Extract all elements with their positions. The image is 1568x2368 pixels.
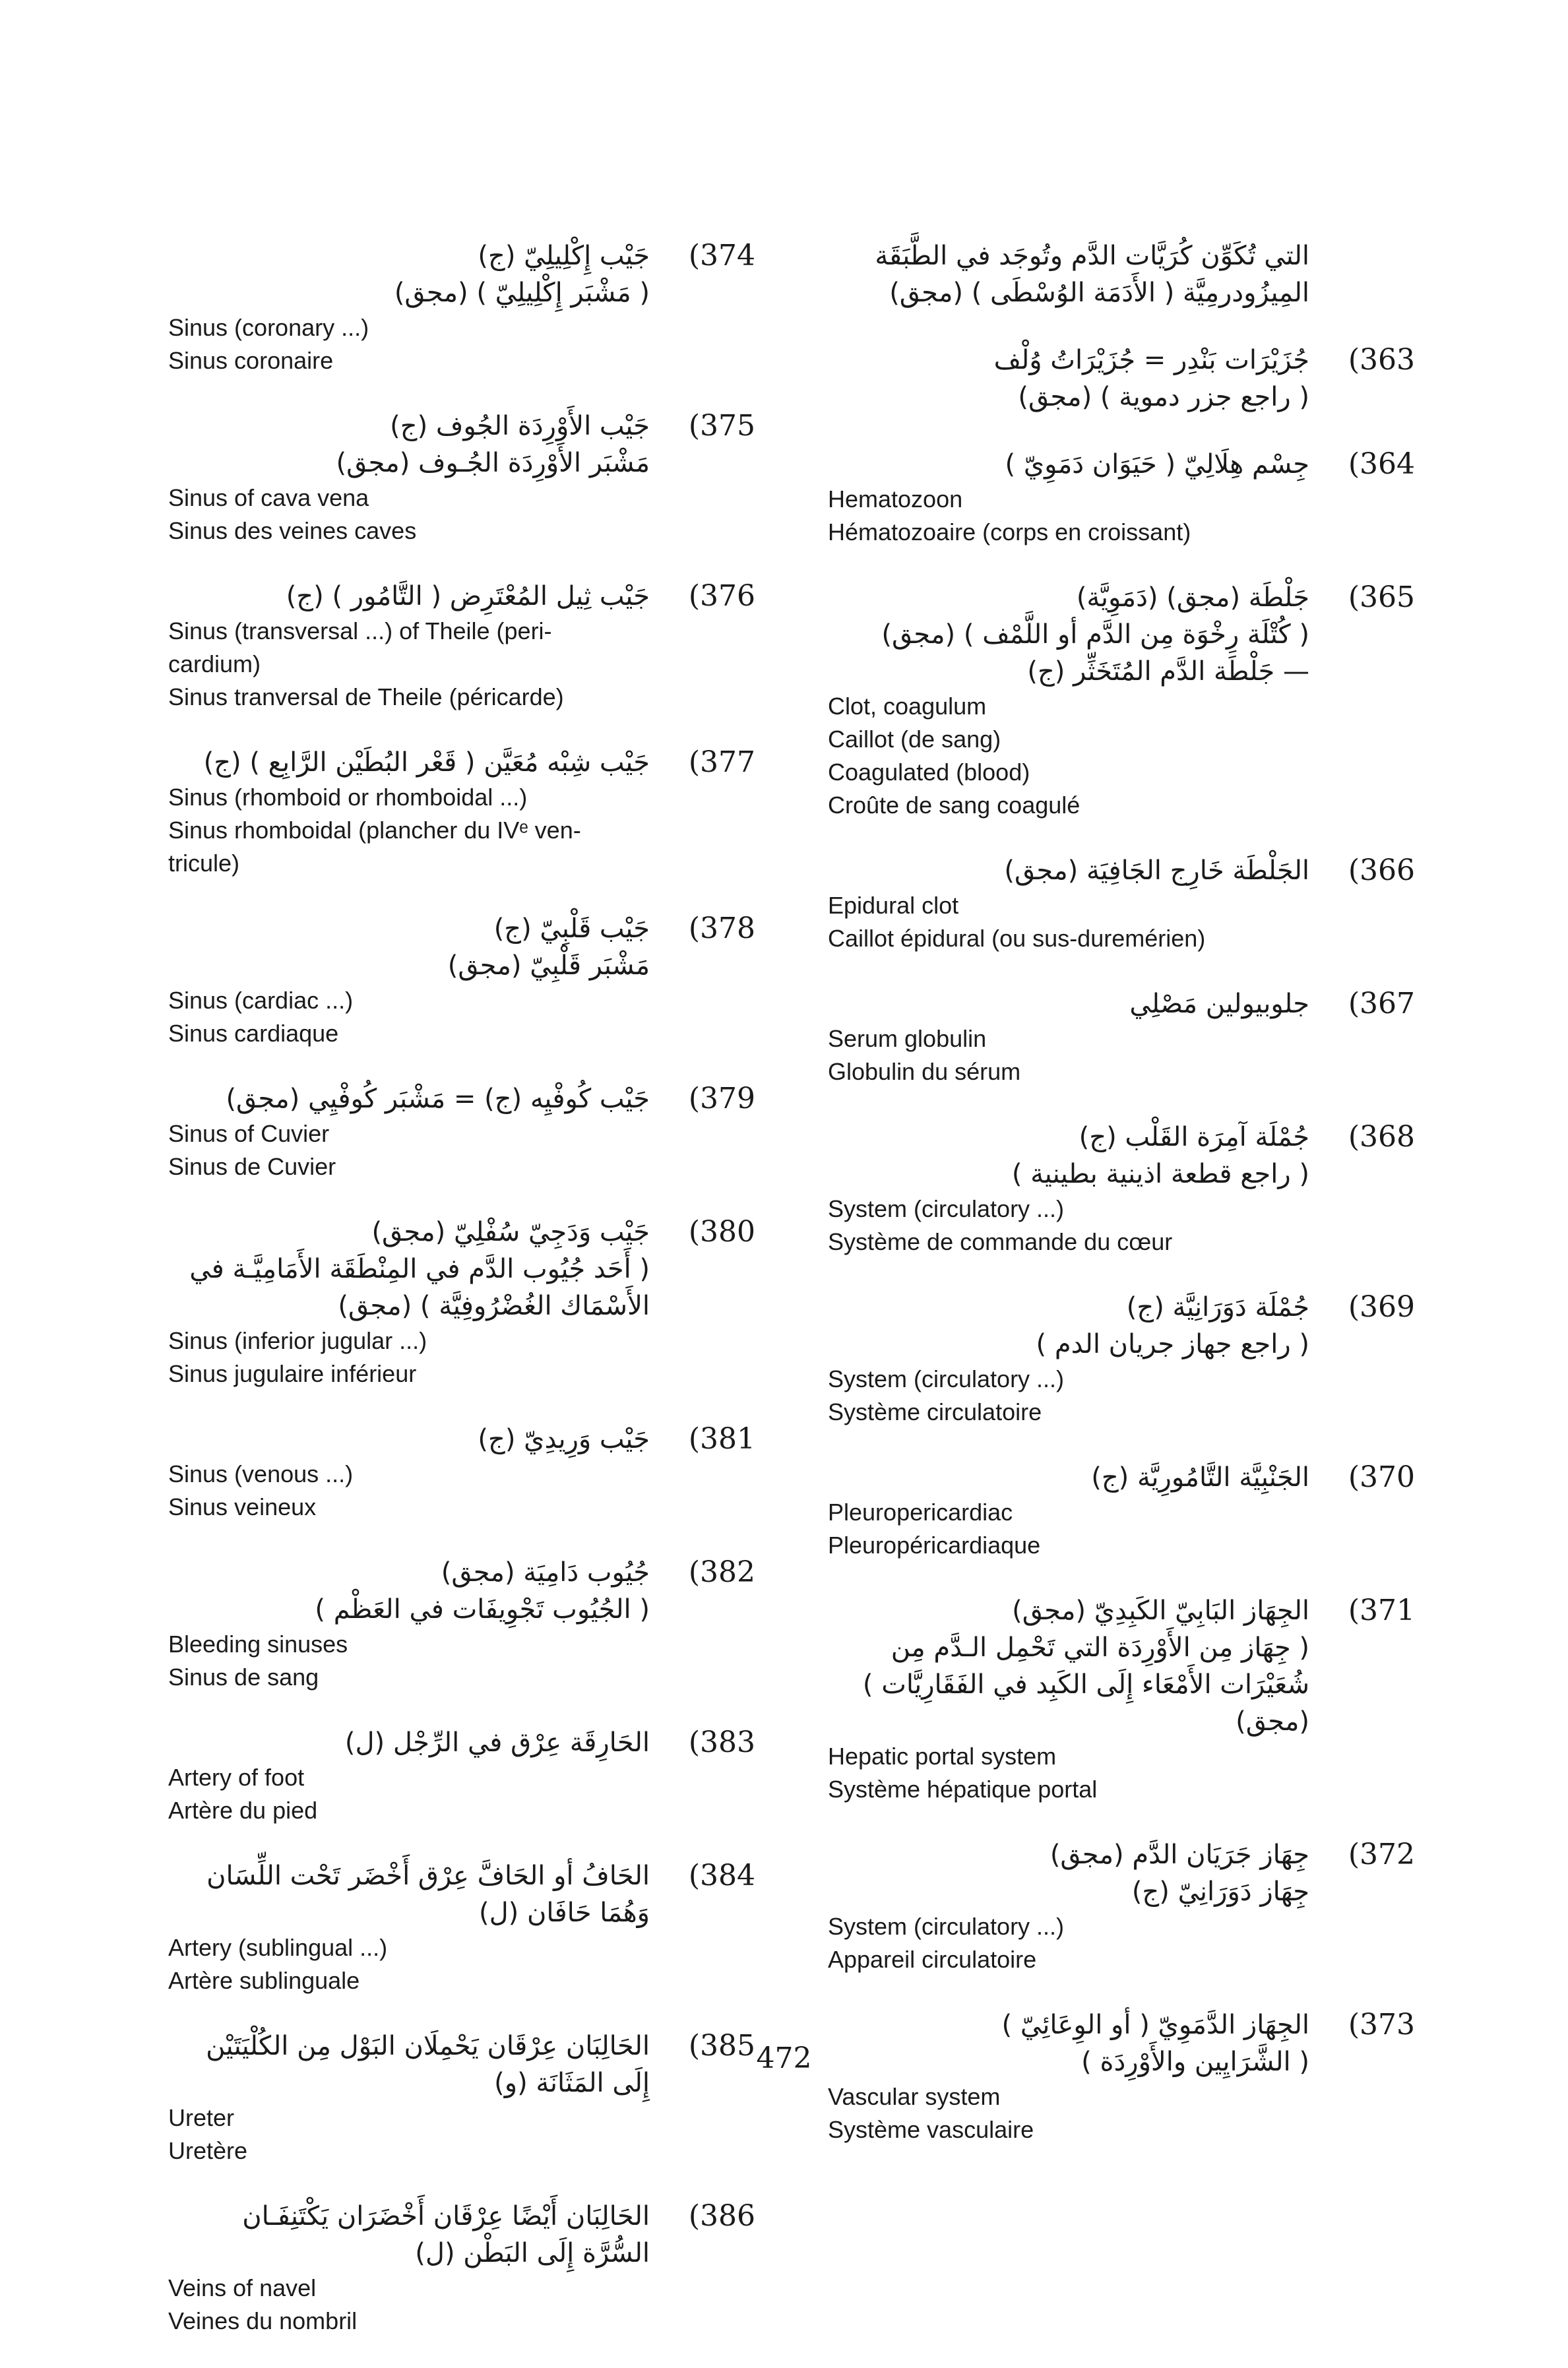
dictionary-entry [168,1421,755,1524]
translation-line: Sinus veineux [168,1493,317,1520]
entry-number: (385 [688,2029,755,2063]
dictionary-entry [168,1857,755,1997]
translation-line: Ureter [168,2104,235,2131]
arabic-term: شُعَيْرَات الأَمْعَاء إِلَى الكَبِد في الفَقَارِيَّات ) [862,1669,1309,1700]
translation-line: tricule) [168,850,240,877]
translation-line: Caillot épidural (ou sus-duremérien) [828,925,1206,952]
arabic-term: الحَالِبَان أَيْضًا عِرْقَان أَخْضَرَان يَكْتَنِفَـان [242,2201,650,2231]
arabic-term: ( أَحَد جُيُوب الدَّم في المِنْطَقَة الأَمَامِيَّـة في [189,1254,650,1284]
translation-line: Veins of navel [168,2274,317,2301]
dictionary-entry [168,1080,755,1183]
translation-line: Sinus (rhomboid or rhomboidal ...) [168,784,528,811]
dictionary-entry [828,342,1415,416]
translation-line: System (circulatory ...) [828,1195,1065,1222]
entry-number: (384 [688,1859,755,1892]
arabic-term: وَهُمَا حَافَان (ل) [478,1898,650,1928]
dictionary-entry [168,237,755,377]
arabic-term: جِهَاز جَرَيَان الدَّم (مجق) [1050,1840,1309,1870]
translation-line: Epidural clot [828,892,959,919]
arabic-term: جَيْب كُوفْيِه (ج) = مَشْبَر كُوفْيِي (مجق) [226,1084,650,1114]
arabic-term: ( راجع جهاز جريان الدم ) [1036,1329,1309,1359]
arabic-term: الجَنْبِيَّة التَّامُورِيَّة (ج) [1091,1462,1309,1493]
entry-number: (380 [688,1215,755,1249]
translation-line: System (circulatory ...) [828,1913,1065,1940]
translation-line: Hematozoon [828,485,963,513]
arabic-term: جِسْم هِلَالِيّ ( حَيَوَان دَمَوِيّ ) [1005,449,1309,480]
dictionary-entry [168,910,755,1050]
right-column [828,237,1415,2177]
dictionary-entry [828,1119,1415,1259]
entry-number: (364 [1348,447,1415,481]
dictionary-entry [168,2198,755,2338]
entry-number: (363 [1348,343,1415,377]
arabic-term: جُمْلَة آمِرَة القَلْب (ج) [1079,1122,1309,1152]
arabic-term: السُّرَّة إِلَى البَطْن (ل) [415,2238,650,2268]
translation-line: Veines du nombril [168,2307,358,2334]
dictionary-entry [828,852,1415,955]
translation-line: Vascular system [828,2083,1001,2110]
entry-number: (381 [688,1422,755,1456]
translation-line: Caillot (de sang) [828,726,1001,753]
translation-line: Sinus jugulaire inférieur [168,1360,417,1387]
arabic-term: جُزَيْرَات بَنْدِر = جُزَيْرَاتُ وُلْف [993,345,1309,375]
translation-line: Clot, coagulum [828,693,987,720]
translation-line: cardium) [168,650,261,677]
translation-line: Artery of foot [168,1764,305,1791]
arabic-term: الحَارِقَة عِرْق في الرِّجْل (ل) [344,1728,650,1758]
entry-number: (377 [688,745,755,779]
translation-line: Sinus of Cuvier [168,1120,330,1147]
translation-line: Globulin du sérum [828,1058,1021,1085]
dictionary-entry [828,1836,1415,1976]
translation-line: Hepatic portal system [828,1743,1057,1770]
arabic-term: ( مَشْبَر إِكْلِيلِيّ ) (مجق) [394,278,650,308]
translation-line: Sinus (cardiac ...) [168,987,354,1014]
entry-number: (382 [688,1555,755,1589]
translation-line: Système circulatoire [828,1398,1042,1425]
dictionary-entry [168,1724,755,1827]
translation-line: Sinus (coronary ...) [168,314,369,341]
dictionary-entry [828,1459,1415,1562]
arabic-term: جَيْب إِكْلِيلِيّ (ج) [478,241,650,271]
entry-number: (369 [1348,1290,1415,1324]
arabic-term: الجَلْطَة خَارِج الجَافِيَة (مجق) [1004,856,1309,886]
translation-line: Croûte de sang coagulé [828,792,1081,819]
dictionary-entry [168,1214,755,1390]
translation-line: Système hépatique portal [828,1776,1098,1803]
entry-number: (366 [1348,854,1415,887]
arabic-term: جَيْب ثِيل المُعْتَرِض ( التَّامُور ) (ج) [286,581,650,611]
arabic-term: جَيْب وَرِيدِيّ (ج) [478,1424,650,1454]
arabic-term: ( الشَّرَايِين والأَوْرِدَة ) [1081,2047,1309,2077]
translation-line: Coagulated (blood) [828,759,1030,786]
translation-line: Sinus des veines caves [168,517,417,544]
arabic-term: جَيْب شِبْه مُعَيَّن ( قَعْر البُطَيْن الرَّابِع ) (ج) [203,747,650,778]
translation-line: Hématozoaire (corps en croissant) [828,518,1191,545]
dictionary-entry [828,579,1415,822]
arabic-term: مَشْبَر قَلْبِيّ (مجق) [447,950,650,981]
translation-line: System (circulatory ...) [828,1365,1065,1392]
translation-line: Sinus rhomboidal (plancher du IVᵉ ven- [168,817,581,844]
arabic-term: الجِهَاز البَابِيّ الكَبِدِيّ (مجق) [1012,1596,1309,1626]
entry-number: (376 [688,579,755,613]
arabic-term: التي تُكَوِّن كُرَيَّات الدَّم وتُوجَد في الطَّبَقَة [875,241,1309,271]
translation-line: Sinus (transversal ...) of Theile (peri- [168,617,552,644]
entry-number: (368 [1348,1120,1415,1154]
translation-line: Sinus cardiaque [168,1020,339,1047]
arabic-term: جَيْب قَلْبِيّ (ج) [493,914,650,944]
translation-line: Sinus coronaire [168,347,334,374]
dictionary-entry [168,408,755,547]
arabic-term: — جَلْطَة الدَّم المُتَخَثِّر (ج) [1027,656,1309,687]
arabic-term: جَيْب وَدَجِيّ سُفْلِيّ (مجق) [371,1217,650,1247]
translation-line: Sinus tranversal de Theile (péricarde) [168,683,564,710]
arabic-term: الحَافُ أو الحَافَّ عِرْق أَخْضَر تَحْت اللِّسَان [206,1861,650,1891]
arabic-term: جِهَاز دَوَرَانِيّ (ج) [1131,1877,1309,1907]
entry-number: (383 [688,1726,755,1759]
entry-number: (367 [1348,987,1415,1020]
dictionary-entry [828,446,1415,549]
translation-line: Pleuropéricardiaque [828,1532,1041,1559]
translation-line: Artère du pied [168,1797,318,1824]
arabic-term: الأَسْمَاك الغُضْرُوفِيَّة ) (مجق) [338,1291,650,1321]
arabic-term: جَيْب الأَوْرِدَة الجُوف (ج) [390,411,650,441]
translation-line: Pleuropericardiac [828,1499,1013,1526]
arabic-term: ( الجُيُوب تَجْوِيفَات في العَظْم ) [315,1594,650,1625]
entry-number: (372 [1348,1838,1415,1871]
translation-line: Artery (sublingual ...) [168,1934,388,1961]
entry-number: (370 [1348,1460,1415,1494]
arabic-term: جُمْلَة دَوَرَانِيَّة (ج) [1126,1292,1309,1323]
entry-number: (374 [688,239,755,272]
arabic-term: (مجق) [1236,1706,1309,1737]
dictionary-entry [168,744,755,880]
arabic-term: مَشْبَر الأَوْرِدَة الجُـوف (مجق) [336,448,650,478]
entry-number: (365 [1348,580,1415,614]
translation-line: Serum globulin [828,1025,987,1052]
dictionary-entry [828,237,1408,311]
dictionary-entry [828,1289,1415,1429]
entry-number: (386 [688,2199,755,2233]
arabic-term: جَلْطَة (مجق) (دَمَوِيَّة) [1076,582,1309,613]
translation-line: Sinus de Cuvier [168,1153,336,1180]
translation-line: Sinus of cava vena [168,484,369,511]
entry-number: (371 [1348,1594,1415,1627]
entry-number: (378 [688,912,755,945]
dictionary-entry [828,1592,1415,1806]
page-number: 472 [756,2041,812,2075]
dictionary-entry [828,2007,1415,2146]
arabic-term: ( كُتْلَة رِخْوَة مِن الدَّم أو اللَّمْف ) (مجق) [881,619,1309,650]
entry-number: (373 [1348,2008,1415,2041]
dictionary-entry [168,1554,755,1694]
arabic-term: المِيزُودرمِيَّة ( الأَدَمَة الوُسْطَى ) (مجق) [889,278,1309,308]
translation-line: Système vasculaire [828,2116,1034,2143]
translation-line: Sinus (inferior jugular ...) [168,1327,427,1354]
entry-number: (379 [688,1082,755,1115]
arabic-term: الجِهَاز الدَّمَوِيّ ( أو الوِعَائِيّ ) [1001,2010,1309,2040]
arabic-term: ( جِهَاز مِن الأَوْرِدَة التي تَحْمِل الـدَّم مِن [891,1633,1309,1663]
dictionary-entry [828,985,1415,1088]
translation-line: Bleeding sinuses [168,1631,348,1658]
arabic-term: جُيُوب دَامِيَة (مجق) [441,1557,650,1588]
translation-line: Uretère [168,2137,248,2164]
arabic-term: الحَالِبَان عِرْقَان يَحْمِلَان البَوْل مِن الكُلْيَتَيْن [206,2031,650,2061]
translation-line: Artère sublinguale [168,1967,360,1994]
translation-line: Appareil circulatoire [828,1946,1037,1973]
entry-number: (375 [688,409,755,443]
translation-line: Système de commande du cœur [828,1228,1173,1255]
translation-line: Sinus de sang [168,1664,319,1691]
translation-line: Sinus (venous ...) [168,1460,354,1487]
arabic-term: ( راجع قطعة اذينية بطينية ) [1011,1159,1309,1189]
arabic-term: إِلَى المَثَانَة (و) [494,2068,650,2098]
arabic-term: ( راجع جزر دموية ) (مجق) [1018,382,1309,412]
arabic-term: جلوبيولين مَصْلِي [1129,989,1309,1019]
dictionary-entry [168,578,755,714]
